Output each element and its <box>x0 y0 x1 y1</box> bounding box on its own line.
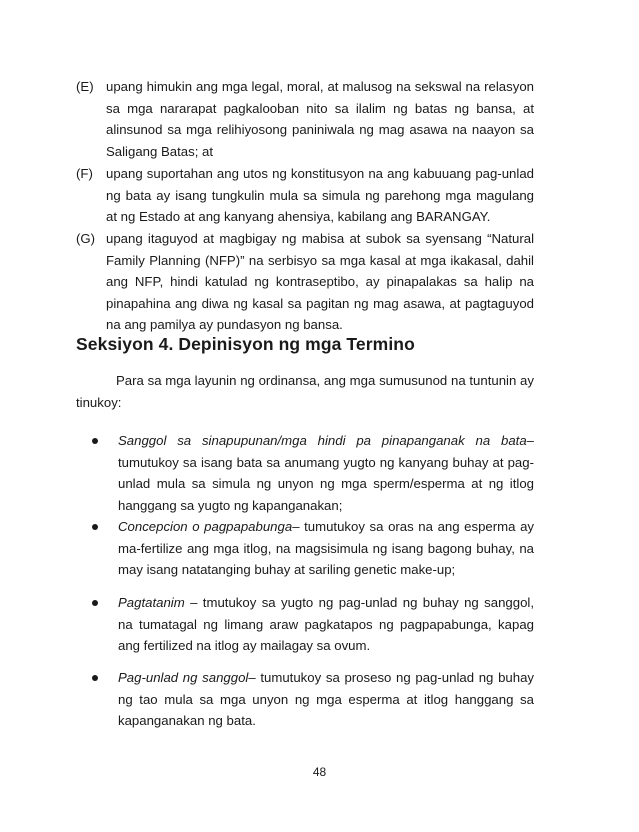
clause-text: upang itaguyod at magbigay ng mabisa at subok sa syensang “Natural Family Planning (NFP)” na serbisyo sa mga kasal at mga ikakasal, dahil ang NFP, hindi katulad ng kontraseptibo, ay pinapalakas sa halip na pinapahina ang diwa ng kasal sa pagitan ng mag asawa, at pagtaguyod na ang pamilya ay pundasyon ng bansa. <box>106 231 534 332</box>
bullet-icon <box>92 675 98 681</box>
definition-item <box>92 667 534 732</box>
clause-e <box>76 76 534 162</box>
definition-text: – tmutukoy sa yugto ng pag-unlad ng buhay ng sanggol, na tumatagal ng limang araw pagkatapos ng pagpapabunga, kapag ang fertilized na itlog ay mailagay sa ovum. <box>118 595 534 653</box>
definition-item <box>92 516 534 581</box>
definition-term: Sanggol sa sinapupunan/mga hindi pa pinapanganak na bata <box>118 433 527 448</box>
definition-term: Pagtatanim <box>118 595 185 610</box>
bullet-icon <box>92 438 98 444</box>
bullet-icon <box>92 524 98 530</box>
clause-text: upang himukin ang mga legal, moral, at malusog na sekswal na relasyon sa mga nararapat pagkalooban nito sa ilalim ng batas ng bansa, at alinsunod sa mga relihiyosong paniniwala ng mag asawa na naayon sa Saligang Batas; at <box>106 79 534 159</box>
definition-term: Pag-unlad ng sanggol <box>118 670 249 685</box>
clause-f <box>76 163 534 228</box>
clause-g <box>76 228 534 336</box>
definition-text: – tumutukoy sa proseso ng pag-unlad ng buhay ng tao mula sa mga unyon ng mga esperma at itlog hanggang sa kapanganakan ng bata. <box>118 670 534 728</box>
clause-label: (E) <box>76 79 94 94</box>
page-number: 48 <box>312 765 327 779</box>
definition-item <box>92 592 534 657</box>
clause-label: (G) <box>76 231 96 246</box>
definition-term: Concepcion o pagpapabunga <box>118 519 293 534</box>
definition-text: – tumutukoy sa oras na ang esperma ay ma-fertilize ang mga itlog, na magsisimula ng isang bagong buhay, na may isang natatanging buhay at sariling genetic make-up; <box>118 519 534 577</box>
definition-item <box>92 430 534 516</box>
bullet-icon <box>92 600 98 606</box>
section-heading: Seksiyon 4. Depinisyon ng mga Termino <box>76 334 415 354</box>
definition-text: – tumutukoy sa isang bata sa anumang yugto ng kanyang buhay at pag-unlad mula sa simula ng unyon ng mga sperm/esperma at ng itlog hanggang sa yugto ng kapanganakan; <box>118 433 534 513</box>
section-intro: Para sa mga layunin ng ordinansa, ang mga sumusunod na tuntunin ay tinukoy: <box>76 373 534 410</box>
clause-text: upang suportahan ang utos ng konstitusyon na ang kabuuang pag-unlad ng bata ay isang tungkulin mula sa simula ng parehong mga magulang at ng Estado at ang kanyang ahensiya, kabilang ang BARANGAY. <box>106 166 534 224</box>
clause-label: (F) <box>76 166 93 181</box>
